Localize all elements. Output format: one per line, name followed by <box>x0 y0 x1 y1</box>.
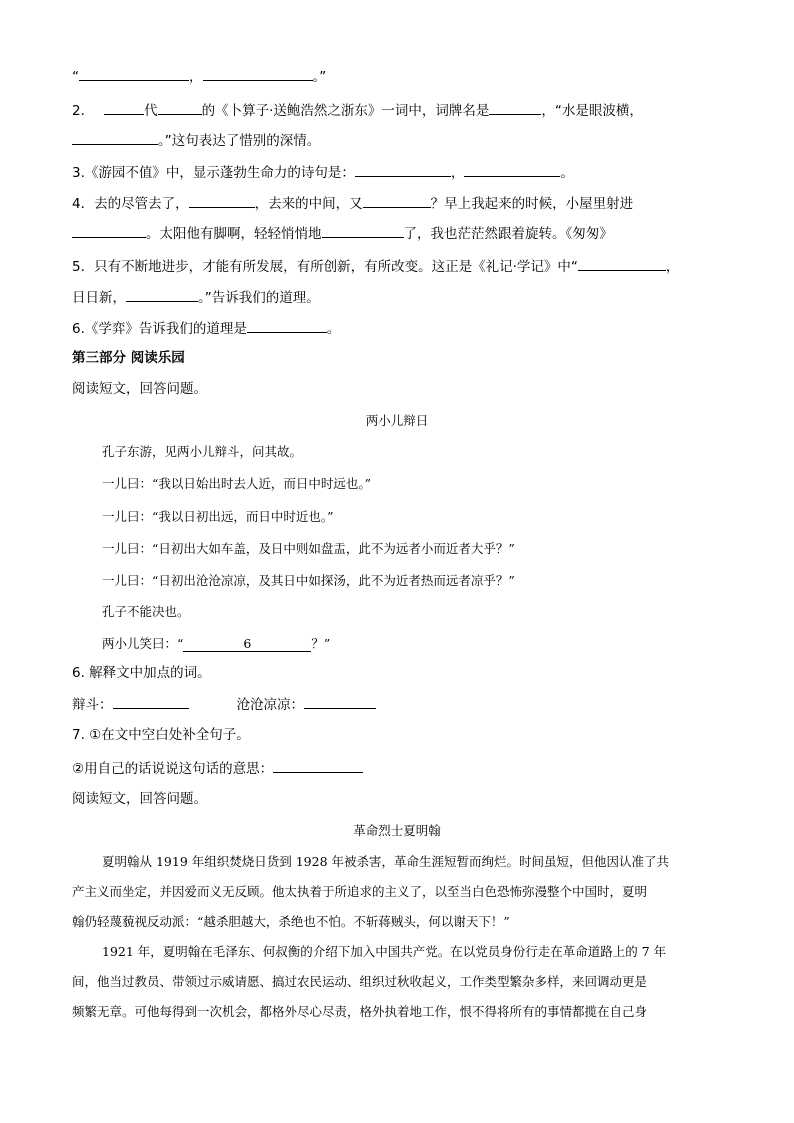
answer-blank[interactable] <box>189 193 255 208</box>
answer-blank[interactable] <box>158 100 202 115</box>
answer-blank[interactable] <box>79 66 189 81</box>
question-2-cont: 。”这句表达了惜别的深情。 <box>72 130 320 150</box>
passage-line: 一儿曰：“日初出大如车盖，及日中则如盘盂，此不为远者小而近者大乎？” <box>102 541 515 556</box>
previous-question-fill: “ ， 。” <box>72 66 326 86</box>
reading-intro-2: 阅读短文，回答问题。 <box>72 791 207 807</box>
passage-2-title: 革命烈士夏明翰 <box>353 823 441 838</box>
answer-blank[interactable] <box>464 162 560 177</box>
answer-blank[interactable] <box>578 256 666 271</box>
section-title: 第三部分 阅读乐园 <box>72 350 185 366</box>
answer-blank[interactable] <box>304 694 376 709</box>
answer-blank[interactable] <box>126 287 198 302</box>
passage-2-line: 夏明翰从 1919 年组织焚烧日货到 1928 年被杀害，革命生涯短暂而绚烂。时间虽短，但他因认准了共 <box>102 854 670 869</box>
question-7: 7. ①在文中空白处补全句子。 <box>72 727 250 743</box>
passage-2-line: 产主义而坐定，并因爱而义无反顾。他太执着于所追求的主义了，以至当白色恐怖弥漫整个中国时，夏明 <box>72 884 648 899</box>
passage-line-blank: 两小儿笑曰：“ 6 ？” <box>102 636 331 651</box>
passage-line: 一儿曰：“我以日始出时去人近，而日中时远也。” <box>102 476 372 491</box>
passage-line: 孔子不能决也。 <box>102 604 190 619</box>
question-7-b: ②用自己的话说说这句话的意思： <box>72 758 363 778</box>
passage-line: 一儿曰：“日初出沧沧凉凉，及其日中如探汤，此不为近者热而远者凉乎？” <box>102 573 515 588</box>
answer-blank[interactable] <box>72 223 146 238</box>
question-5: 5．只有不断地进步，才能有所发展，有所创新，有所改变。这正是《礼记·学记》中“ ， <box>72 256 679 276</box>
answer-blank[interactable] <box>247 318 327 333</box>
question-2: 2． 代 的《卜算子·送鲍浩然之浙东》一词中，词牌名是 ，“水是眼波横， <box>72 100 643 120</box>
reading-intro: 阅读短文，回答问题。 <box>72 381 207 397</box>
passage-2-line: 翰仍轻蔑藐视反动派：“越杀胆越大，杀绝也不怕。不斩蒋贼头，何以谢天下！” <box>72 914 510 929</box>
passage-2-line: 1921 年，夏明翰在毛泽东、何叔衡的介绍下加入中国共产党。在以党员身份行走在革命道路上的 7 年 <box>102 944 667 959</box>
question-4-cont: 。太阳他有脚啊，轻轻悄悄地 了，我也茫茫然跟着旋转。《匆匆》 <box>72 223 613 243</box>
answer-blank[interactable] <box>322 223 404 238</box>
question-5-cont: 日日新， 。”告诉我们的道理。 <box>72 287 320 307</box>
answer-blank[interactable] <box>363 193 431 208</box>
question-6-explain: 6. 解释文中加点的词。 <box>72 665 211 681</box>
passage-line: 一儿曰：“我以日初出远，而日中时近也。” <box>102 509 334 524</box>
answer-blank[interactable] <box>489 100 541 115</box>
answer-blank[interactable] <box>72 130 158 145</box>
question-6-words: 辩斗： 沧沧凉凉： <box>72 694 376 714</box>
passage-title: 两小儿辩日 <box>365 413 429 428</box>
answer-blank[interactable] <box>203 66 313 81</box>
answer-blank[interactable] <box>355 162 451 177</box>
question-4: 4．去的尽管去了， ，去来的中间，又 ？早上我起来的时候，小屋里射进 <box>72 193 633 213</box>
question-3: 3.《游园不值》中，显示蓬勃生命力的诗句是： ， 。 <box>72 162 574 182</box>
question-6: 6.《学弈》告诉我们的道理是 。 <box>72 318 340 338</box>
answer-blank[interactable] <box>273 758 363 773</box>
answer-blank[interactable] <box>104 100 144 115</box>
answer-blank[interactable] <box>113 694 189 709</box>
answer-blank-6[interactable]: 6 <box>183 637 311 652</box>
passage-2-line: 频繁无章。可他每得到一次机会，都格外尽心尽责，格外执着地工作，恨不得将所有的事情都揽在自己身 <box>72 1004 648 1019</box>
passage-2-line: 间，他当过教员、带领过示威请愿、搞过农民运动、组织过秋收起义，工作类型繁杂多样，来回调动更是 <box>72 974 648 989</box>
passage-line: 孔子东游，见两小儿辩斗，问其故。 <box>102 444 303 459</box>
